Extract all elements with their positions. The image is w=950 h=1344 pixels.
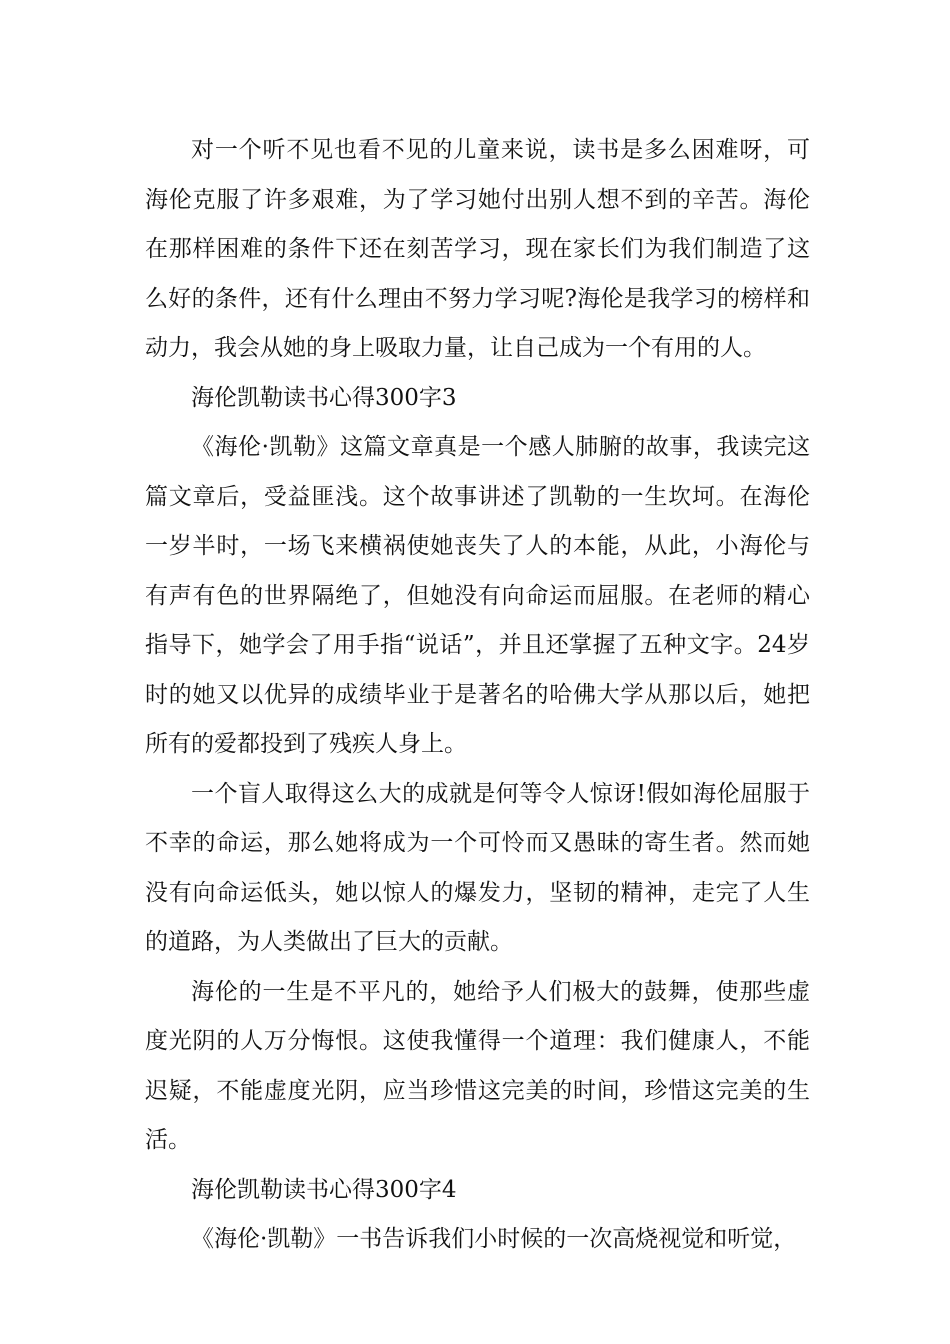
paragraph-4: 海伦的一生是不平凡的，她给予人们极大的鼓舞，使那些虚度光阴的人万分悔恨。这使我懂得一个道理：我们健康人，不能迟疑，不能虚度光阴，应当珍惜这完美的时间，珍惜这完美的生活。 xyxy=(145,978,810,1153)
paragraph-1: 对一个听不见也看不见的儿童来说，读书是多么困难呀，可海伦克服了许多艰难，为了学习她付出别人想不到的辛苦。海伦在那样困难的条件下还在刻苦学习，现在家长们为我们制造了这么好的条件，还有什么理由不努力学习呢?海伦是我学习的榜样和动力，我会从她的身上吸取力量，让自己成为一个有用的人。 xyxy=(145,137,810,361)
paragraph-2: 《海伦·凯勒》这篇文章真是一个感人肺腑的故事，我读完这篇文章后，受益匪浅。这个故事讲述了凯勒的一生坎坷。在海伦一岁半时，一场飞来横祸使她丧失了人的本能，从此，小海伦与有声有色的世界隔绝了，但她没有向命运而屈服。在老师的精心指导下，她学会了用手指“说话”，并且还掌握了五种文字。24岁时的她又以优异的成绩毕业于是著名的哈佛大学从那以后，她把所有的爱都投到了残疾人身上。 xyxy=(145,434,810,757)
section-heading-4: 海伦凯勒读书心得300字4 xyxy=(191,1176,457,1203)
paragraph-5: 《海伦·凯勒》一书告诉我们小时候的一次高烧视觉和听觉， xyxy=(191,1226,797,1252)
document-body xyxy=(145,126,810,1265)
paragraph-3: 一个盲人取得这么大的成就是何等令人惊讶!假如海伦屈服于不幸的命运，那么她将成为一个可怜而又愚昧的寄生者。然而她没有向命运低头，她以惊人的爆发力，坚韧的精神，走完了人生的道路，为人类做出了巨大的贡献。 xyxy=(145,780,810,955)
section-heading-3: 海伦凯勒读书心得300字3 xyxy=(191,384,457,411)
